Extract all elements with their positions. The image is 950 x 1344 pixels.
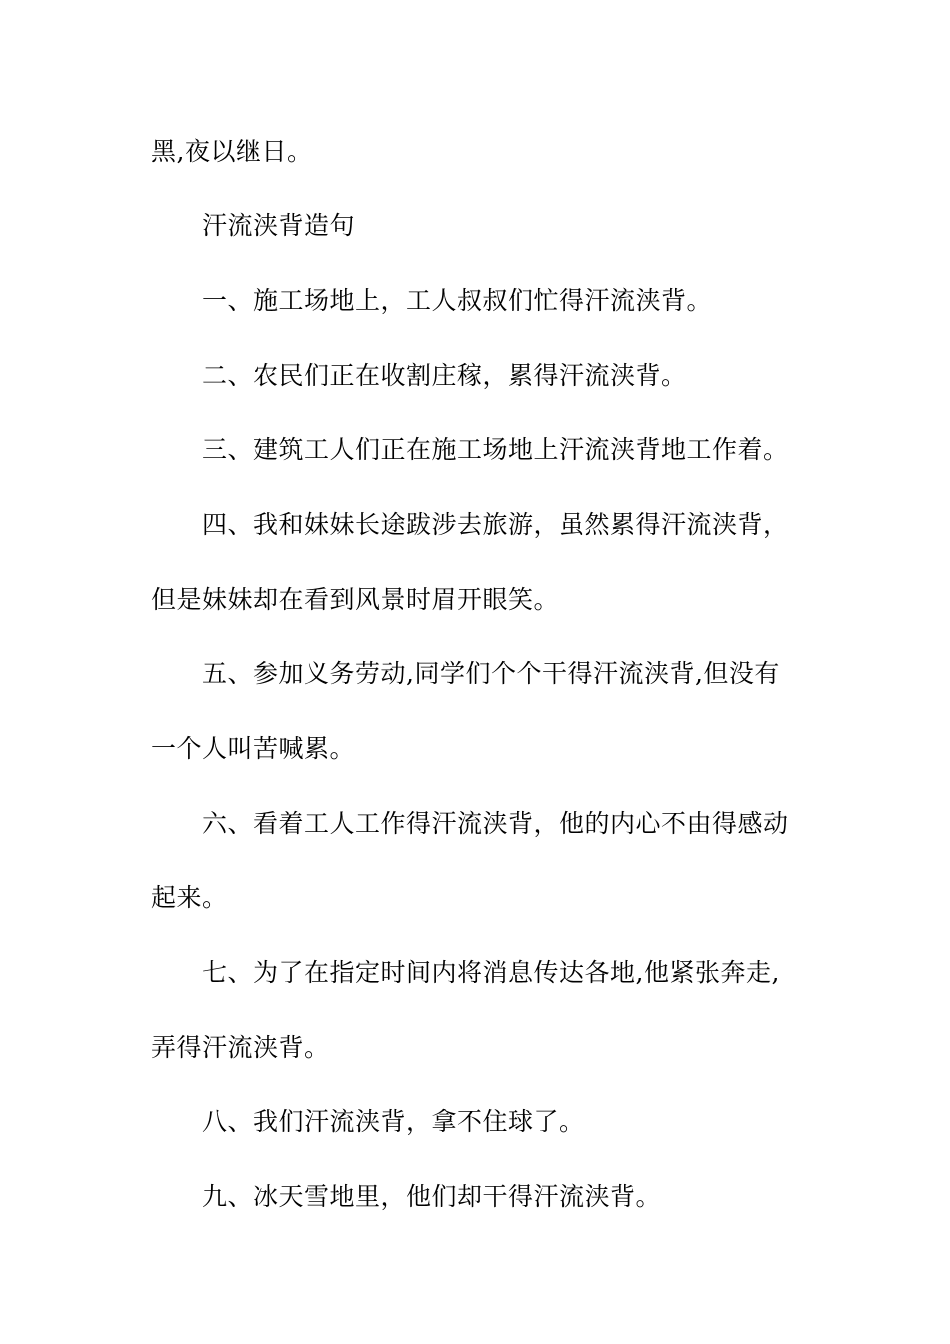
sentence-5-line-1: 五、参加义务劳动,同学们个个干得汗流浃背,但没有 bbox=[202, 659, 780, 688]
sentence-4-line-2: 但是妹妹却在看到风景时眉开眼笑。 bbox=[151, 585, 560, 614]
sentence-6-line-2: 起来。 bbox=[151, 883, 228, 912]
sentence-2: 二、农民们正在收割庄稼，累得汗流浃背。 bbox=[202, 361, 687, 390]
sentence-6-line-1: 六、看着工人工作得汗流浃背，他的内心不由得感动 bbox=[202, 809, 789, 838]
sentence-9: 九、冰天雪地里，他们却干得汗流浃背。 bbox=[202, 1182, 662, 1211]
sentence-1: 一、施工场地上，工人叔叔们忙得汗流浃背。 bbox=[202, 286, 713, 315]
paragraph-continuation: 黑,夜以继日。 bbox=[151, 137, 313, 166]
section-heading: 汗流浃背造句 bbox=[202, 211, 356, 240]
sentence-5-line-2: 一个人叫苦喊累。 bbox=[151, 734, 356, 763]
sentence-7-line-2: 弄得汗流浃背。 bbox=[151, 1033, 330, 1062]
sentence-8: 八、我们汗流浃背，拿不住球了。 bbox=[202, 1107, 585, 1136]
sentence-7-line-1: 七、为了在指定时间内将消息传达各地,他紧张奔走, bbox=[202, 958, 780, 987]
sentence-4-line-1: 四、我和妹妹长途跋涉去旅游，虽然累得汗流浃背， bbox=[202, 510, 789, 539]
sentence-3: 三、建筑工人们正在施工场地上汗流浃背地工作着。 bbox=[202, 435, 789, 464]
